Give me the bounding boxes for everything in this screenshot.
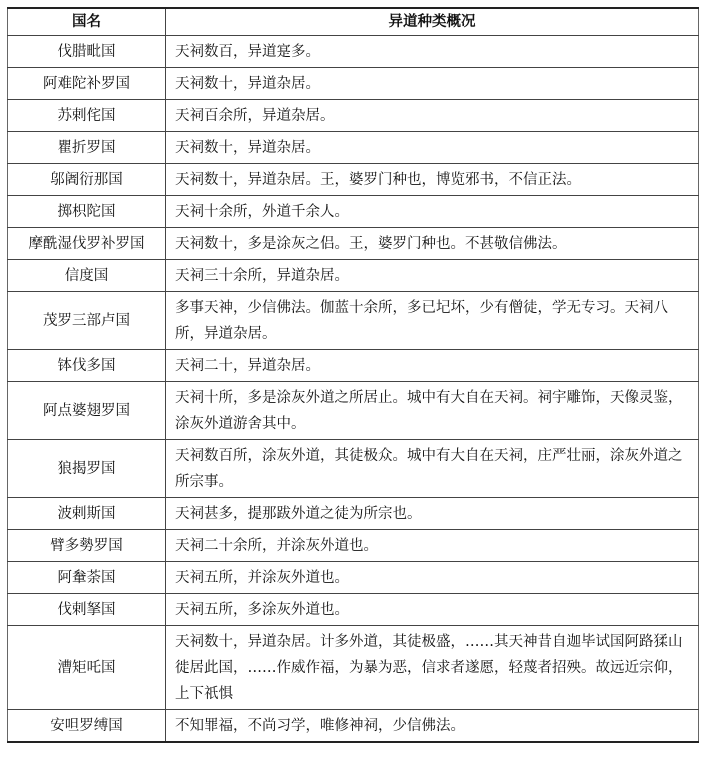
table-row: [8, 498, 699, 530]
religion-overview-cell: 天祠五所，并涂灰外道也。: [166, 562, 699, 594]
religion-overview-cell: 天祠二十余所，并涂灰外道也。: [166, 530, 699, 562]
country-name-cell: 苏剌侘国: [8, 100, 166, 132]
religion-overview-cell: 天祠数十，异道杂居。王，婆罗门种也，博览邪书，不信正法。: [166, 164, 699, 196]
country-name-cell: 钵伐多国: [8, 350, 166, 382]
country-name-cell: 阿軬荼国: [8, 562, 166, 594]
table-header-row: [8, 8, 699, 36]
country-name-cell: 漕矩吒国: [8, 626, 166, 710]
religion-overview-cell: 天祠数十，异道杂居。: [166, 68, 699, 100]
country-name-cell: 狼揭罗国: [8, 440, 166, 498]
table-row: [8, 292, 699, 350]
table-row: [8, 164, 699, 196]
table-row: [8, 440, 699, 498]
header-country-name: 国名: [8, 8, 166, 36]
table-row: [8, 594, 699, 626]
country-name-cell: 瞿折罗国: [8, 132, 166, 164]
religion-overview-cell: 天祠十所，多是涂灰外道之所居止。城中有大自在天祠。祠宇雕饰，天像灵鉴，涂灰外道游舍其中。: [166, 382, 699, 440]
table-row: [8, 626, 699, 710]
religion-overview-cell: 不知罪福，不尚习学，唯修神祠，少信佛法。: [166, 710, 699, 743]
country-name-cell: 信度国: [8, 260, 166, 292]
religion-overview-cell: 天祠数十，异道杂居。计多外道，其徒极盛，……其天神昔自迦毕试国阿路猱山徙居此国，……作威作福，为暴为恶，信求者遂愿，轻蔑者招殃。故远近宗仰，上下祇惧: [166, 626, 699, 710]
country-name-cell: 臂多勢罗国: [8, 530, 166, 562]
religion-overview-cell: 天祠十余所，外道千余人。: [166, 196, 699, 228]
country-name-cell: 茂罗三部卢国: [8, 292, 166, 350]
table-container: [7, 7, 699, 743]
table-row: [8, 382, 699, 440]
header-religion-overview: 异道种类概况: [166, 8, 699, 36]
table-row: [8, 260, 699, 292]
religion-overview-cell: 天祠五所，多涂灰外道也。: [166, 594, 699, 626]
table-row: [8, 228, 699, 260]
religion-overview-cell: 多事天神，少信佛法。伽蓝十余所，多已圮坏，少有僧徒，学无专习。天祠八所，异道杂居。: [166, 292, 699, 350]
religion-overview-cell: 天祠二十，异道杂居。: [166, 350, 699, 382]
religion-overview-cell: 天祠数十，异道杂居。: [166, 132, 699, 164]
country-name-cell: 邬阇衍那国: [8, 164, 166, 196]
foreign-religions-table: [7, 7, 699, 743]
table-row: [8, 100, 699, 132]
table-row: [8, 196, 699, 228]
religion-overview-cell: 天祠甚多，提那跋外道之徒为所宗也。: [166, 498, 699, 530]
table-row: [8, 350, 699, 382]
religion-overview-cell: 天祠三十余所，异道杂居。: [166, 260, 699, 292]
religion-overview-cell: 天祠百余所，异道杂居。: [166, 100, 699, 132]
country-name-cell: 掷枳陀国: [8, 196, 166, 228]
table-row: [8, 710, 699, 743]
country-name-cell: 安呾罗缚国: [8, 710, 166, 743]
table-row: [8, 530, 699, 562]
table-row: [8, 562, 699, 594]
table-row: [8, 132, 699, 164]
country-name-cell: 摩酰湿伐罗补罗国: [8, 228, 166, 260]
religion-overview-cell: 天祠数十，多是涂灰之侣。王，婆罗门种也。不甚敬信佛法。: [166, 228, 699, 260]
table-row: [8, 68, 699, 100]
religion-overview-cell: 天祠数百所，涂灰外道，其徒极众。城中有大自在天祠，庄严壮丽，涂灰外道之所宗事。: [166, 440, 699, 498]
table-row: [8, 36, 699, 68]
country-name-cell: 伐腊毗国: [8, 36, 166, 68]
country-name-cell: 阿难陀补罗国: [8, 68, 166, 100]
country-name-cell: 波剌斯国: [8, 498, 166, 530]
country-name-cell: 阿点婆翅罗国: [8, 382, 166, 440]
table-body: [8, 36, 699, 743]
religion-overview-cell: 天祠数百，异道寔多。: [166, 36, 699, 68]
country-name-cell: 伐剌拏国: [8, 594, 166, 626]
